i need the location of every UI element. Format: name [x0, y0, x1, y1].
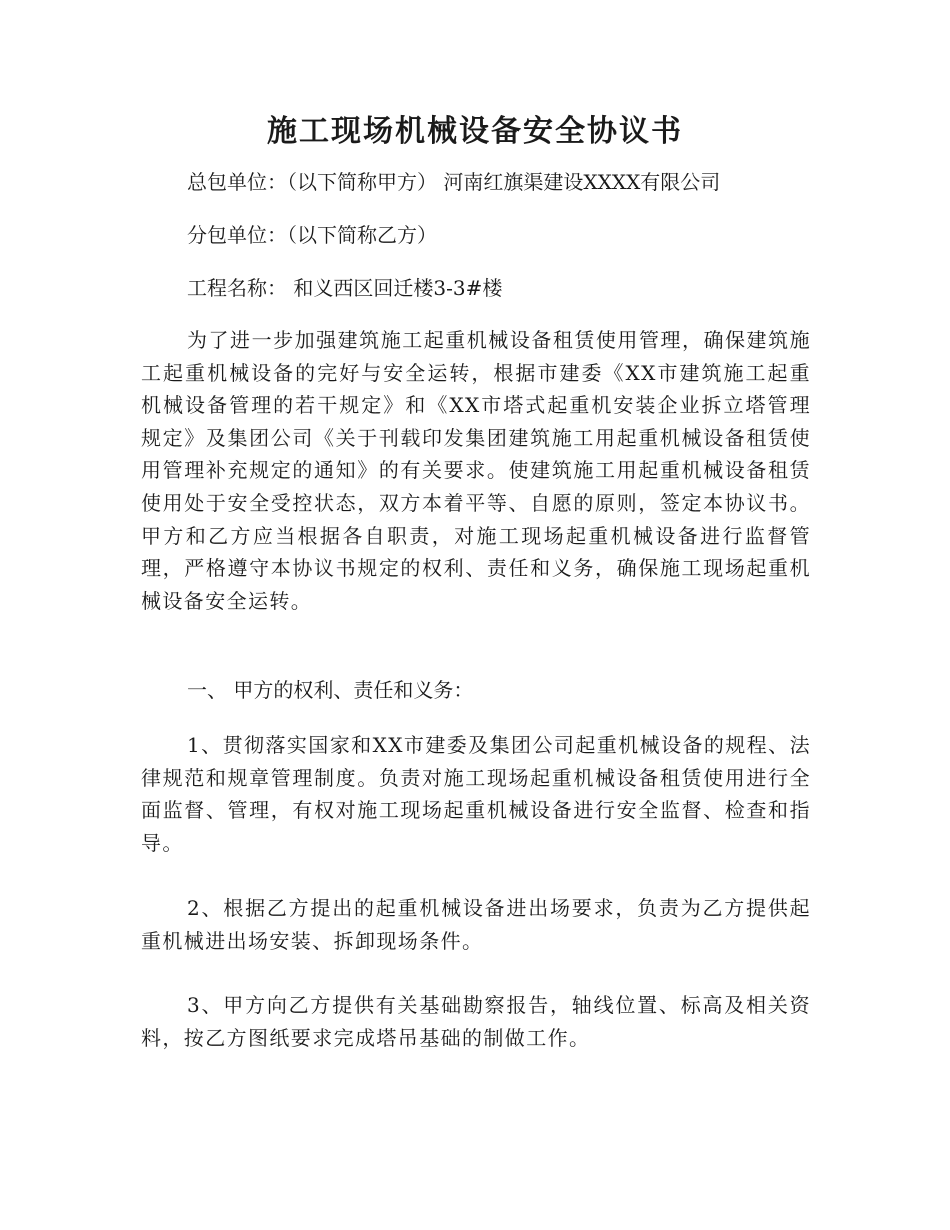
subcontractor-line: 分包单位：（以下简称乙方）	[187, 223, 437, 247]
project-name-line: 工程名称： 和义西区回迁楼3-3#楼	[187, 276, 503, 300]
clause-2: 2、根据乙方提出的起重机械设备进出场要求，负责为乙方提供起重机械进出场安装、拆卸现场条件。	[141, 896, 811, 953]
clause-1: 1、贯彻落实国家和XX市建委及集团公司起重机械设备的规程、法律规范和规章管理制度。负责对施工现场起重机械设备租赁使用进行全面监督、管理，有权对施工现场起重机械设备进行安全监督、检查和指导。	[141, 733, 811, 855]
intro-paragraph: 为了进一步加强建筑施工起重机械设备租赁使用管理，确保建筑施工起重机械设备的完好与安全运转，根据市建委《XX市建筑施工起重机械设备管理的若干规定》和《XX市塔式起重机安装企业拆立塔管理规定》及集团公司《关于刊载印发集团建筑施工用起重机械设备租赁使用管理补充规定的通知》的有关要求。使建筑施工用起重机械设备租赁使用处于安全受控状态，双方本着平等、自愿的原则，签定本协议书。甲方和乙方应当根据各自职责，对施工现场起重机械设备进行监督管理，严格遵守本协议书规定的权利、责任和义务，确保施工现场起重机械设备安全运转。	[141, 328, 811, 613]
document-title: 施工现场机械设备安全协议书	[267, 114, 683, 149]
section-one-heading: 一、 甲方的权利、责任和义务：	[187, 678, 474, 702]
clause-3: 3、甲方向乙方提供有关基础勘察报告，轴线位置、标高及相关资料，按乙方图纸要求完成塔吊基础的制做工作。	[141, 993, 811, 1050]
general-contractor-line: 总包单位：（以下简称甲方） 河南红旗渠建设XXXX有限公司	[187, 170, 721, 194]
